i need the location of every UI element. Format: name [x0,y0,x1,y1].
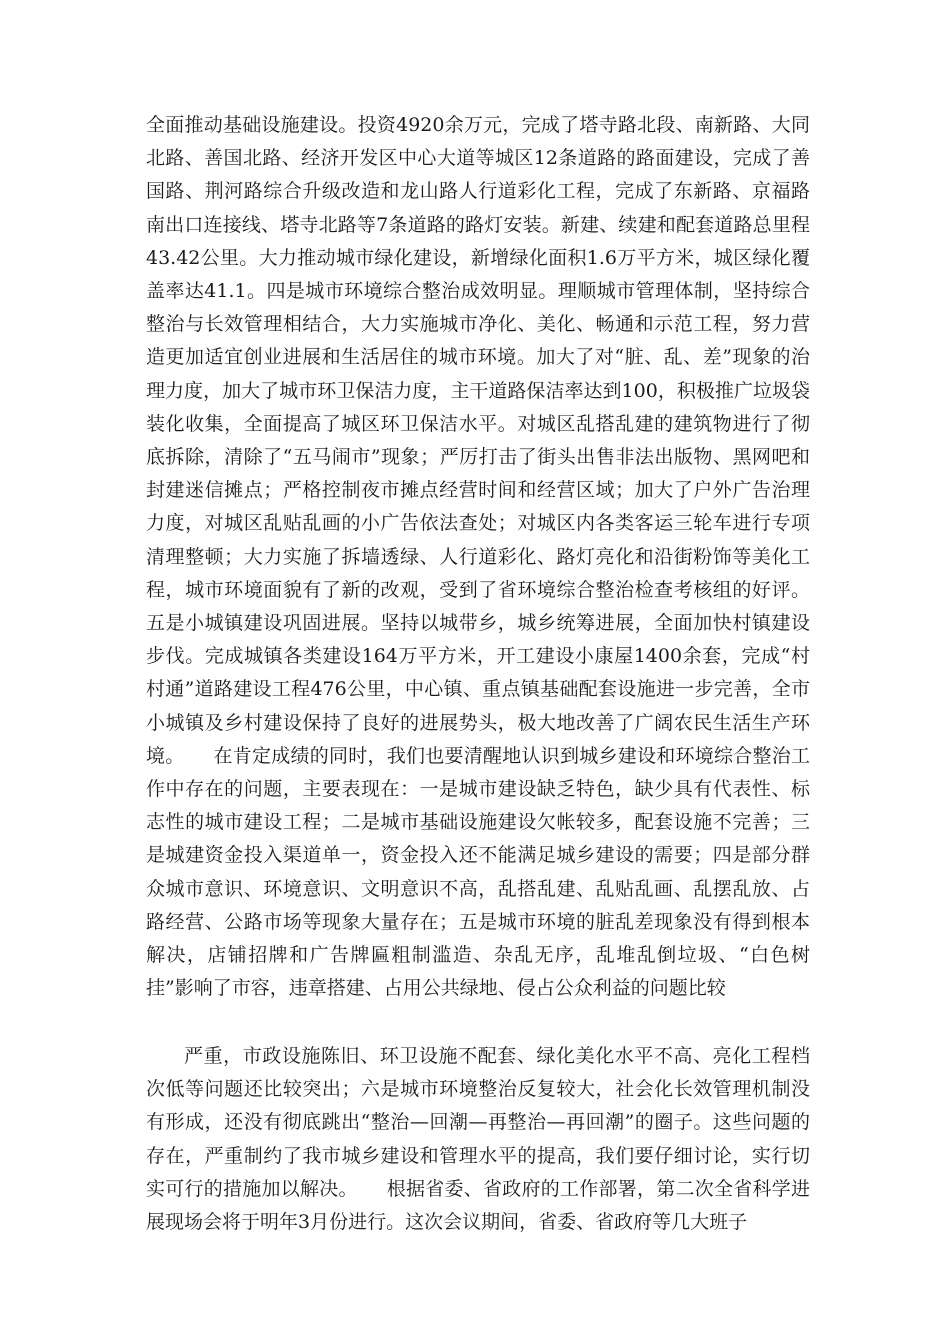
body-paragraph-2: 严重，市政设施陈旧、环卫设施不配套、绿化美化水平不高、亮化工程档次低等问题还比较突出；六是城市环境整治反复较大，社会化长效管理机制没有形成，还没有彻底跳出“整治—回潮—再整治—再回潮”的圈子。这些问题的存在，严重制约了我市城乡建设和管理水平的提高，我们要仔细讨论，实行切实可行的措施加以解决。 根据省委、省政府的工作部署，第二次全省科学进展现场会将于明年3月份进行。这次会议期间，省委、省政府等几大班子 [146,1045,810,1234]
body-paragraph-1: 全面推动基础设施建设。投资4920余万元，完成了塔寺路北段、南新路、大同北路、善国北路、经济开发区中心大道等城区12条道路的路面建设，完成了善国路、荆河路综合升级改造和龙山路人行道彩化工程，完成了东新路、京福路南出口连接线、塔寺北路等7条道路的路灯安装。新建、续建和配套道路总里程43.42公里。大力推动城市绿化建设，新增绿化面积1.6万平方米，城区绿化覆盖率达41.1。四是城市环境综合整治成效明显。理顺城市管理体制，坚持综合整治与长效管理相结合，大力实施城市净化、美化、畅通和示范工程，努力营造更加适宜创业进展和生活居住的城市环境。加大了对“脏、乱、差”现象的治理力度，加大了城市环卫保洁力度，主干道路保洁率达到100，积极推广垃圾袋装化收集，全面提高了城区环卫保洁水平。对城区乱搭乱建的建筑物进行了彻底拆除，清除了“五马闹市”现象；严厉打击了街头出售非法出版物、黑网吧和封建迷信摊点；严格控制夜市摊点经营时间和经营区域；加大了户外广告治理力度，对城区乱贴乱画的小广告依法查处；对城区内各类客运三轮车进行专项清理整顿；大力实施了拆墙透绿、人行道彩化、路灯亮化和沿街粉饰等美化工程，城市环境面貌有了新的改观，受到了省环境综合整治检查考核组的好评。五是小城镇建设巩固进展。坚持以城带乡，城乡统筹进展，全面加快村镇建设步伐。完成城镇各类建设164万平方米，开工建设小康屋1400余套，完成“村村通”道路建设工程476公里，中心镇、重点镇基础配套设施进一步完善，全市小城镇及乡村建设保持了良好的进展势头，极大地改善了广阔农民生活生产环境。 在肯定成绩的同时，我们也要清醒地认识到城乡建设和环境综合整治工作中存在的问题，主要表现在：一是城市建设缺乏特色，缺少具有代表性、标志性的城市建设工程；二是城市基础设施建设欠帐较多，配套设施不完善；三是城建资金投入渠道单一，资金投入还不能满足城乡建设的需要；四是部分群众城市意识、环境意识、文明意识不高，乱搭乱建、乱贴乱画、乱摆乱放、占路经营、公路市场等现象大量存在；五是城市环境的脏乱差现象没有得到根本解决，店铺招牌和广告牌匾粗制滥造、杂乱无序，乱堆乱倒垃圾、“白色树挂”影响了市容，违章搭建、占用公共绿地、侵占公众利益的问题比较 [146,114,810,1000]
